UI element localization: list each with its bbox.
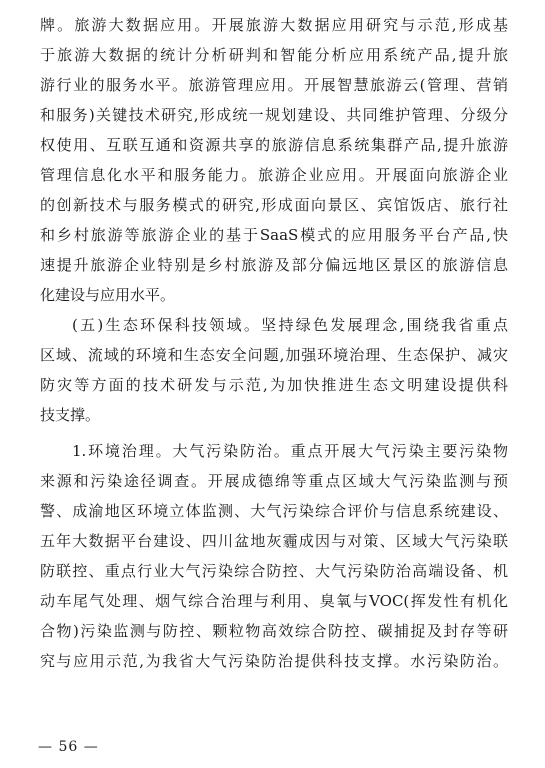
body-text-line: 警、成渝地区环境立体监测、大气污染综合评价与信息系统建设、: [40, 502, 508, 520]
body-text-line: 技支撑。: [40, 406, 101, 424]
body-text-line: 的创新技术与服务模式的研究,形成面向景区、宾馆饭店、旅行社: [40, 196, 508, 214]
subsection-heading-line: 1.环境治理。大气污染防治。重点开展大气污染主要污染物: [72, 442, 508, 460]
body-text-line: 和乡村旅游等旅游企业的基于SaaS模式的应用服务平台产品,快: [40, 226, 508, 244]
body-text-line: 管理信息化水平和服务能力。旅游企业应用。开展面向旅游企业: [40, 166, 508, 184]
body-text-line: 合物)污染监测与防控、颗粒物高效综合防控、碳捕捉及封存等研: [40, 622, 508, 640]
body-text-line: 防灾等方面的技术研发与示范,为加快推进生态文明建设提供科: [40, 376, 508, 394]
body-text-line: 防联控、重点行业大气污染综合防控、大气污染防治高端设备、机: [40, 562, 508, 580]
body-text-line: 权使用、互联互通和资源共享的旅游信息系统集群产品,提升旅游: [40, 136, 508, 154]
body-text-line: 动车尾气处理、烟气综合治理与利用、臭氧与VOC(挥发性有机化: [40, 592, 508, 610]
document-page: [40, 8, 508, 752]
body-text-line: 牌。旅游大数据应用。开展旅游大数据应用研究与示范,形成基: [40, 16, 508, 34]
body-text-line: 于旅游大数据的统计分析研判和智能分析应用系统产品,提升旅: [40, 46, 508, 64]
body-text-line: 究与应用示范,为我省大气污染防治提供科技支撑。水污染防治。: [40, 652, 508, 670]
body-text-line: 区域、流域的环境和生态安全问题,加强环境治理、生态保护、减灾: [40, 346, 508, 364]
body-text-line: 五年大数据平台建设、四川盆地灰霾成因与对策、区域大气污染联: [40, 532, 508, 550]
page-number: — 56 —: [38, 739, 99, 755]
body-text-line: 和服务)关键技术研究,形成统一规划建设、共同维护管理、分级分: [40, 106, 508, 124]
body-text-line: 游行业的服务水平。旅游管理应用。开展智慧旅游云(管理、营销: [40, 76, 508, 94]
body-text-line: 速提升旅游企业特别是乡村旅游及部分偏远地区景区的旅游信息: [40, 256, 508, 274]
body-text-line: 化建设与应用水平。: [40, 286, 176, 304]
body-text-line: 来源和污染途径调查。开展成德绵等重点区域大气污染监测与预: [40, 472, 508, 490]
section-heading-line: (五)生态环保科技领域。坚持绿色发展理念,围绕我省重点: [72, 316, 508, 334]
